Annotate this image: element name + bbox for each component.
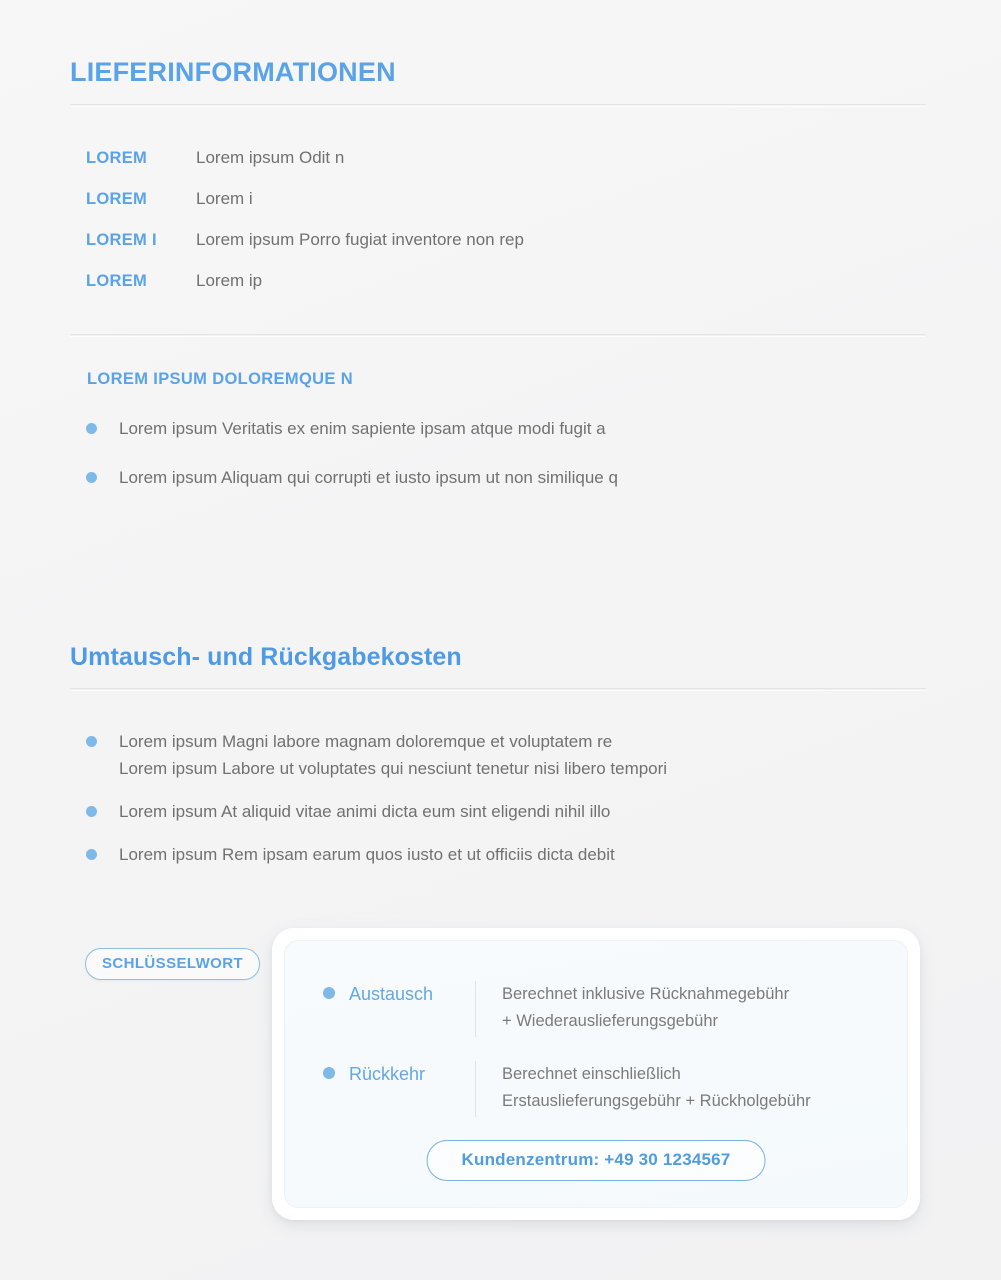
list-item-text: Lorem ipsum Aliquam qui corrupti et iusto ipsum ut non similique q bbox=[119, 467, 618, 487]
list-item-text: Lorem ipsum Veritatis ex enim sapiente ipsam atque modi fugit a bbox=[119, 419, 606, 438]
table-row bbox=[86, 148, 886, 189]
card-row-rueckkehr bbox=[323, 1061, 903, 1117]
card-row-description-line-2: Erstauslieferungsgebühr + Rückholgebühr bbox=[502, 1091, 811, 1110]
list-item bbox=[86, 729, 906, 783]
list-item bbox=[86, 799, 906, 826]
section-two-title: Umtausch- und Rückgabekosten bbox=[70, 643, 462, 671]
bullet-dot-icon bbox=[323, 1067, 335, 1079]
cost-breakdown-card bbox=[272, 928, 920, 1220]
bullet-dot-icon bbox=[86, 849, 97, 860]
section-two-bullet-list bbox=[86, 729, 906, 884]
info-row-value: Lorem i bbox=[196, 189, 253, 208]
bullet-dot-icon bbox=[86, 423, 97, 434]
bullet-dot-icon bbox=[86, 806, 97, 817]
bullet-dot-icon bbox=[86, 472, 97, 483]
card-row-key-label: Rückkehr bbox=[349, 1064, 426, 1084]
info-row-label: LOREM I bbox=[86, 231, 157, 249]
section-one-bullet-list bbox=[86, 416, 906, 514]
list-item-line-2: Lorem ipsum Labore ut voluptates qui nesciunt tenetur nisi libero tempori bbox=[119, 758, 668, 778]
list-item-text bbox=[119, 729, 667, 783]
info-row-label: LOREM bbox=[86, 190, 148, 208]
section-one-title: LIEFERINFORMATIONEN bbox=[70, 57, 396, 87]
bullet-dot-icon bbox=[86, 736, 97, 747]
table-row bbox=[86, 271, 886, 312]
list-item-line-1: Lorem ipsum Magni labore magnam doloremque et voluptatem re bbox=[119, 732, 613, 751]
list-item bbox=[86, 416, 906, 443]
table-row bbox=[86, 230, 886, 271]
divider-under-section-one-title bbox=[70, 104, 926, 107]
customer-center-phone-button[interactable]: Kundenzentrum: +49 30 1234567 bbox=[427, 1140, 766, 1181]
card-row-description bbox=[476, 981, 789, 1034]
card-row-description-line-2: + Wiederauslieferungsgebühr bbox=[502, 1011, 719, 1030]
card-row-description-line-1: Berechnet inklusive Rücknahmegebühr bbox=[502, 985, 790, 1003]
info-row-label: LOREM bbox=[86, 149, 148, 167]
card-row-description bbox=[476, 1061, 811, 1114]
keyword-badge: SCHLÜSSELWORT bbox=[85, 948, 260, 980]
list-item-text: Lorem ipsum Rem ipsam earum quos iusto et ut officiis dicta debit bbox=[119, 844, 615, 864]
cost-breakdown-card-body bbox=[284, 940, 908, 1208]
divider-under-info-rows bbox=[70, 334, 926, 337]
info-row-value: Lorem ipsum Odit n bbox=[196, 148, 345, 167]
info-row-value: Lorem ip bbox=[196, 271, 263, 290]
card-row-key bbox=[323, 1061, 476, 1117]
card-row-key-label: Austausch bbox=[349, 984, 434, 1004]
table-row bbox=[86, 189, 886, 230]
divider-under-section-two-title bbox=[70, 688, 926, 691]
section-one-subtitle: LOREM IPSUM DOLOREMQUE N bbox=[87, 370, 353, 388]
info-row-value: Lorem ipsum Porro fugiat inventore non rep bbox=[196, 230, 524, 249]
info-row-label: LOREM bbox=[86, 272, 148, 290]
bullet-dot-icon bbox=[323, 987, 335, 999]
card-row-key bbox=[323, 981, 476, 1037]
card-row-description-line-1: Berechnet einschließlich bbox=[502, 1065, 681, 1083]
list-item bbox=[86, 842, 906, 869]
delivery-info-rows bbox=[86, 148, 886, 312]
card-row-austausch bbox=[323, 981, 903, 1037]
list-item bbox=[86, 465, 906, 492]
list-item-text: Lorem ipsum At aliquid vitae animi dicta eum sint eligendi nihil illo bbox=[119, 801, 611, 821]
